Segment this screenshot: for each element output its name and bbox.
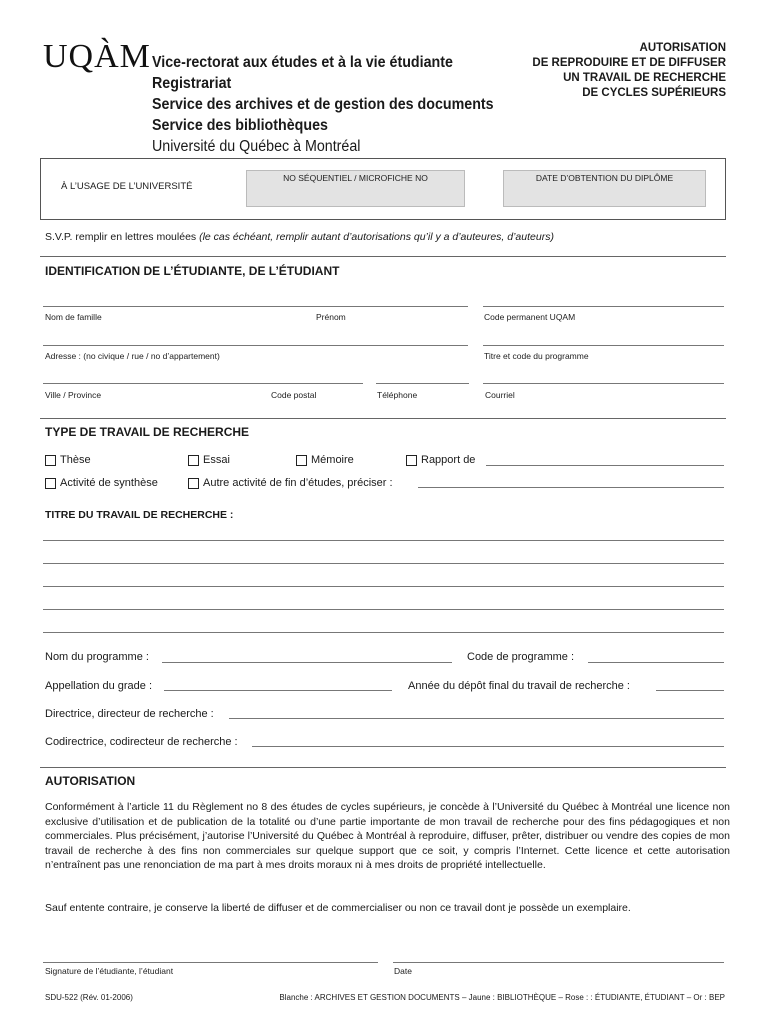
first-name-label: Prénom	[316, 312, 346, 322]
option-rapport-label: Rapport de	[421, 454, 476, 466]
option-memoire[interactable]	[296, 454, 354, 466]
form-title-line: AUTORISATION	[639, 42, 726, 54]
uqam-logo: UQÀM	[43, 38, 151, 75]
option-essai[interactable]	[188, 454, 230, 466]
header-line-vice-rectorat: Vice-rectorat aux études et à la vie étudiante	[152, 54, 453, 71]
option-synthese[interactable]	[45, 477, 158, 489]
title-line[interactable]	[43, 586, 724, 587]
checkbox-rapport[interactable]	[406, 455, 417, 466]
checkbox-autre[interactable]	[188, 478, 199, 489]
option-these-label: Thèse	[60, 454, 91, 466]
title-line[interactable]	[43, 563, 724, 564]
form-title-line: UN TRAVAIL DE RECHERCHE	[563, 72, 726, 84]
form-title-line: DE CYCLES SUPÉRIEURS	[582, 87, 726, 99]
date-line[interactable]	[393, 962, 724, 963]
header-line-bibliotheques: Service des bibliothèques	[152, 117, 328, 134]
deposit-year-line[interactable]	[656, 690, 724, 691]
graduation-date-label: DATE D’OBTENTION DU DIPLÔME	[535, 173, 674, 183]
authorization-reserve-paragraph: Sauf entente contraire, je conserve la liberté de diffuser et de commercialiser ou non ce travail dont je possède un exemplaire.	[45, 902, 631, 914]
option-these[interactable]	[45, 454, 91, 466]
phone-label: Téléphone	[377, 390, 418, 400]
checkbox-these[interactable]	[45, 455, 56, 466]
program-label: Titre et code du programme	[484, 351, 589, 361]
family-name-label: Nom de famille	[45, 312, 102, 322]
section-divider	[40, 418, 726, 419]
authorization-paragraph: Conformément à l’article 11 du Règlement no 8 des études de cycles supérieurs, je concède à l’Université du Québec à Montréal une licence non exclusive d’utilisation et de publication de la totalité ou d’une partie importante de mon travail de recherche pour des fins pédagogiques et non commerciales. Plus précisément, j’autorise l’Université du Québec à Montréal à reproduire, diffuser, prêter, distribuer ou vendre des copies de mon travail de recherche à des fins non commerciales sur quelque support que ce soit, y compris l’Internet. Cette licence et cette autorisation n’entraînent pas une renonciation de ma part à mes droits moraux ni à mes droits de propriété intellectuelle.	[45, 801, 730, 872]
program-code-label: Code de programme :	[467, 651, 574, 663]
checkbox-synthese[interactable]	[45, 478, 56, 489]
permanent-code-label: Code permanent UQAM	[484, 312, 576, 322]
autre-line[interactable]	[418, 487, 724, 488]
university-use-label: À L’USAGE DE L’UNIVERSITÉ	[61, 181, 193, 192]
signature-line[interactable]	[43, 962, 378, 963]
research-title-label: TITRE DU TRAVAIL DE RECHERCHE :	[45, 509, 234, 521]
program-code-line[interactable]	[588, 662, 724, 663]
header-university: Université du Québec à Montréal	[152, 138, 361, 155]
codirector-line[interactable]	[252, 746, 724, 747]
codirector-label: Codirectrice, codirecteur de recherche :	[45, 736, 238, 748]
rapport-line[interactable]	[486, 465, 724, 466]
option-memoire-label: Mémoire	[311, 454, 354, 466]
date-label: Date	[394, 966, 412, 976]
form-title	[486, 41, 726, 101]
degree-label: Appellation du grade :	[45, 680, 153, 692]
option-autre-label: Autre activité de fin d’études, préciser :	[203, 477, 393, 489]
program-name-line[interactable]	[162, 662, 452, 663]
option-autre[interactable]	[188, 477, 393, 489]
director-label: Directrice, directeur de recherche :	[45, 708, 214, 720]
director-line[interactable]	[229, 718, 724, 719]
city-line[interactable]	[43, 383, 363, 384]
email-line[interactable]	[483, 383, 724, 384]
option-essai-label: Essai	[203, 454, 230, 466]
phone-line[interactable]	[376, 383, 469, 384]
research-type-title: TYPE DE TRAVAIL DE RECHERCHE	[45, 425, 250, 439]
title-line[interactable]	[43, 540, 724, 541]
checkbox-essai[interactable]	[188, 455, 199, 466]
option-rapport[interactable]	[406, 454, 475, 466]
program-line[interactable]	[483, 345, 724, 346]
program-name-label: Nom du programme :	[45, 651, 149, 663]
note-plain: S.V.P. remplir en lettres moulées	[45, 231, 200, 243]
city-label: Ville / Province	[45, 390, 102, 400]
header-line-registrariat: Registrariat	[152, 75, 232, 92]
identification-title: IDENTIFICATION DE L’ÉTUDIANTE, DE L’ÉTUDIANT	[45, 264, 340, 278]
email-label: Courriel	[485, 390, 515, 400]
note-italic: (le cas échéant, remplir autant d’autorisations qu’il y a d’auteures, d’auteurs)	[199, 231, 554, 243]
sequential-number-label: NO SÉQUENTIEL / MICROFICHE NO	[283, 173, 428, 183]
section-divider	[40, 256, 726, 257]
name-line[interactable]	[43, 306, 468, 307]
checkbox-memoire[interactable]	[296, 455, 307, 466]
title-line[interactable]	[43, 632, 724, 633]
header-line-archives: Service des archives et de gestion des documents	[152, 96, 494, 113]
header-lines	[152, 52, 494, 157]
address-label: Adresse : (no civique / rue / no d’appartement)	[45, 351, 220, 361]
degree-line[interactable]	[164, 690, 392, 691]
title-line[interactable]	[43, 609, 724, 610]
permanent-code-line[interactable]	[483, 306, 724, 307]
deposit-year-label: Année du dépôt final du travail de recherche :	[408, 680, 630, 692]
form-title-line: DE REPRODUIRE ET DE DIFFUSER	[532, 57, 726, 69]
option-synthese-label: Activité de synthèse	[60, 477, 158, 489]
distribution-note: Blanche : ARCHIVES ET GESTION DOCUMENTS – Jaune : BIBLIOTHÈQUE – Rose : : ÉTUDIANTE, ÉTUDIANT – Or : BEP	[279, 993, 725, 1002]
signature-label: Signature de l’étudiante, l’étudiant	[45, 966, 174, 976]
authorization-title: AUTORISATION	[45, 774, 136, 788]
form-code: SDU-522 (Rév. 01-2006)	[45, 993, 133, 1002]
section-divider	[40, 767, 726, 768]
address-line[interactable]	[43, 345, 468, 346]
postal-code-label: Code postal	[271, 390, 317, 400]
instructions-note	[45, 231, 554, 243]
